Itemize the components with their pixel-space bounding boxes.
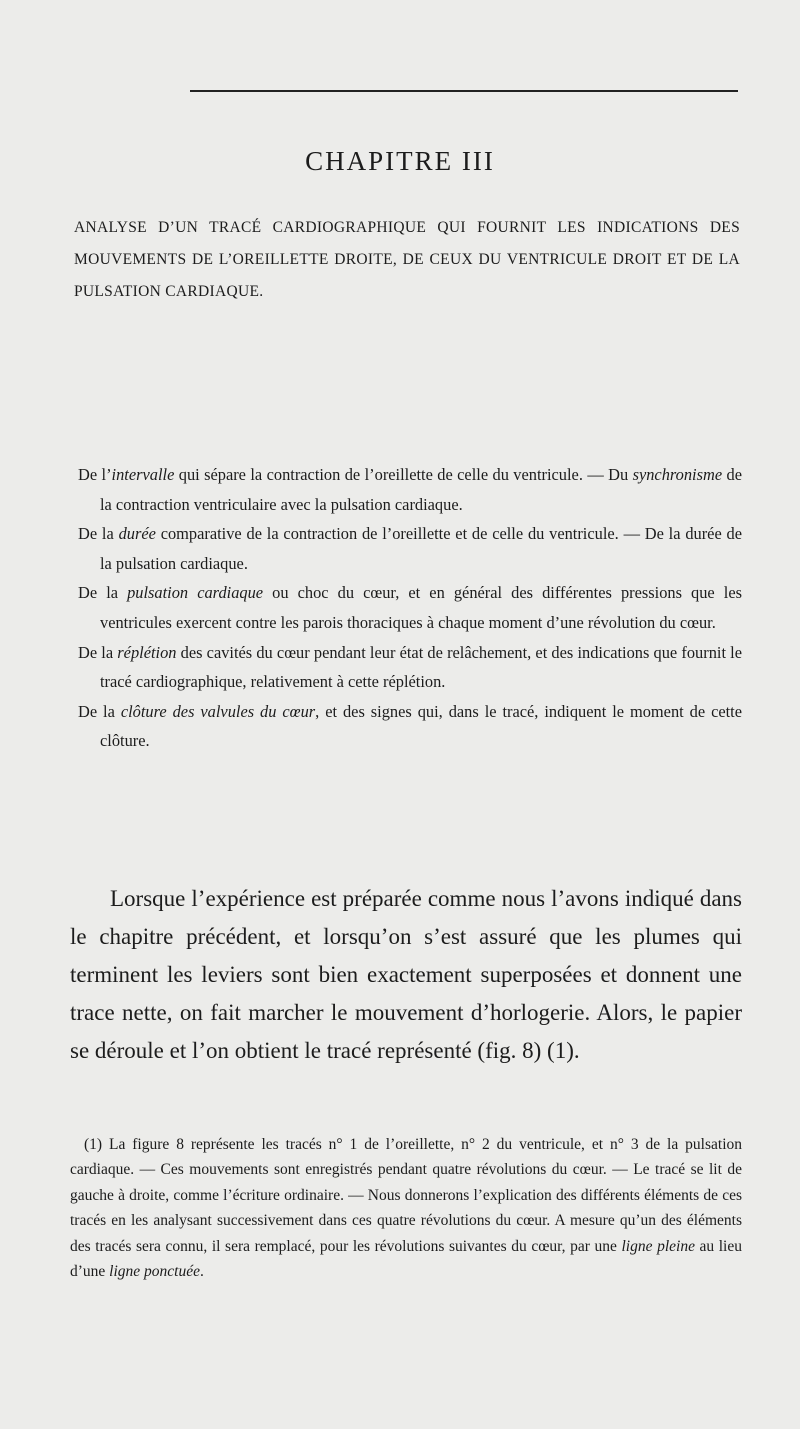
topic-text: des cavités du cœur pendant leur état de relâchement, et des indications que fournit le tracé cardiographique, relativement à cette réplétion.: [100, 642, 742, 692]
topic-text: comparative de la contraction de l’oreillette et de celle du ventricule. — De la durée de la pulsation cardiaque.: [100, 524, 742, 573]
topic-text: ou choc du cœur, et en général des différentes pressions que les ventricules exercent contre les parois thoraciques à chaque moment d’une révolution du cœur.: [100, 583, 742, 632]
main-paragraph: [70, 880, 742, 1070]
topic-term: pulsation cardiaque: [127, 583, 264, 603]
footnote-body: (1) La figure 8 représente les tracés n° 1 de l’oreillette, n° 2 du ventricule, et n° 3 de la pulsation cardiaque. — Ces mouvements sont enregistrés pendant quatre révolutions du cœur. — Le tracé se lit de gauche à droite, comme l’écriture ordinaire. — Nous donnerons l’explication des différents éléments de ces tracés en les analysant successivement dans ces quatre révolutions du cœur. A mesure qu’un des éléments des tracés sera connu, il sera remplacé, pour les révolutions suivantes du cœur, par une: [70, 1136, 742, 1255]
footnote-term: ligne ponctuée: [109, 1263, 200, 1281]
footnote: [70, 1132, 742, 1284]
topic-text: , et des signes qui, dans le tracé, indiquent le moment de cette clôture.: [100, 701, 742, 751]
topic-list: [78, 460, 742, 756]
topic-text: de la contraction ventriculaire avec la pulsation cardiaque.: [100, 465, 742, 514]
header-rule: [190, 90, 738, 92]
topic-item: [78, 460, 742, 519]
topic-item: [78, 697, 742, 756]
topic-term: durée: [118, 524, 156, 544]
footnote-body: au lieu d’une: [70, 1237, 742, 1281]
topic-prefix: De la: [78, 642, 118, 662]
footnote-term: ligne pleine: [621, 1237, 695, 1255]
topic-item: [78, 638, 742, 697]
topic-term: synchronisme: [632, 465, 723, 484]
chapter-summary: ANALYSE D’UN TRACÉ CARDIOGRAPHIQUE QUI FOURNIT LES INDICATIONS DES MOUVEMENTS DE L’OREILLETTE DROITE, DE CEUX DU VENTRICULE DROIT ET DE LA PULSATION CARDIAQUE.: [74, 219, 740, 300]
topic-prefix: De l’: [78, 465, 112, 484]
topic-text: qui sépare la contraction de l’oreillette de celle du ventricule. — Du: [174, 465, 633, 484]
topic-item: [78, 578, 742, 637]
topic-prefix: De la: [78, 524, 119, 544]
body-paragraph: Lorsque l’expérience est préparée comme nous l’avons indiqué dans le chapitre précédent, et lorsqu’on s’est assuré que les plumes qui terminent les leviers sont bien exactement superposées et donnent une trace nette, on fait marcher le mouvement d’horlogerie. Alors, le papier se déroule et l’on obtient le tracé représenté (fig. 8) (1).: [70, 886, 742, 1063]
topic-prefix: De la: [78, 701, 121, 721]
chapter-title: CHAPITRE III: [305, 146, 495, 176]
topic-term: intervalle: [111, 465, 175, 484]
footnote-body: .: [200, 1263, 204, 1281]
topic-item: [78, 519, 742, 578]
topic-prefix: De la: [78, 583, 128, 603]
topic-term: clôture des valvules du cœur: [120, 701, 316, 721]
topic-term: réplétion: [117, 642, 177, 662]
footnote-text: [70, 1132, 742, 1284]
